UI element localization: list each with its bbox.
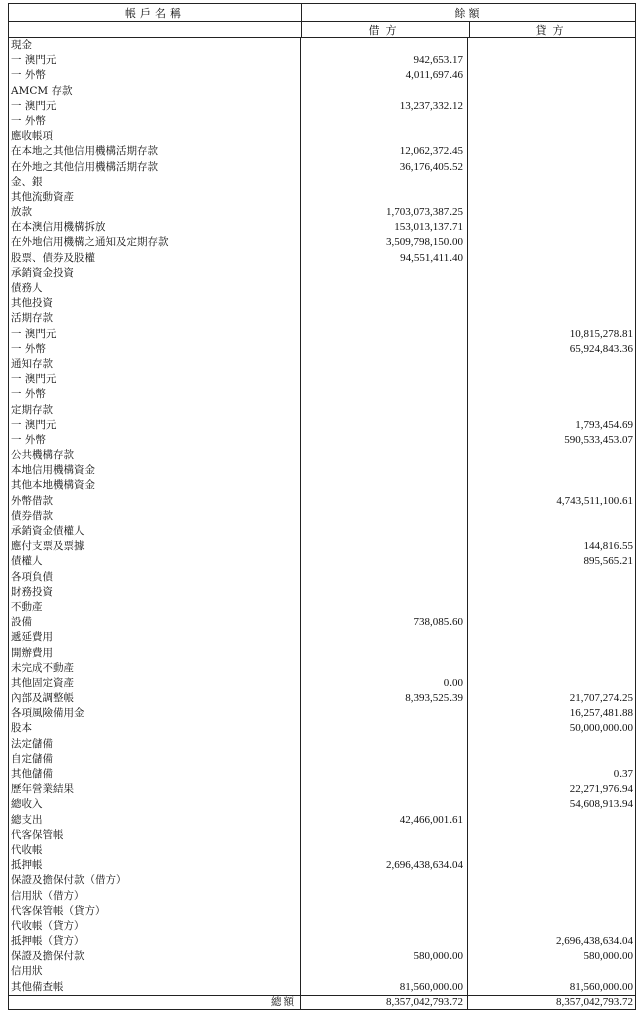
debit-cell: 12,062,372.45 <box>301 144 468 159</box>
credit-cell <box>468 813 635 828</box>
account-name-cell: 信用狀（借方） <box>9 889 301 904</box>
debit-cell <box>301 433 468 448</box>
account-name-cell: 本地信用機構資金 <box>9 463 301 478</box>
credit-cell <box>468 266 635 281</box>
debit-cell <box>301 964 468 979</box>
table-row <box>9 934 635 949</box>
debit-cell <box>301 661 468 676</box>
account-name-cell: 保證及擔保付款（借方） <box>9 873 301 888</box>
table-row <box>9 721 635 736</box>
credit-cell <box>468 53 635 68</box>
account-name-cell: 一 澳門元 <box>9 53 301 68</box>
balance-header: 餘額 <box>454 6 483 20</box>
table-row <box>9 570 635 585</box>
debit-cell <box>301 342 468 357</box>
account-name-cell: 股票、債券及股權 <box>9 251 301 266</box>
account-name-cell: 其他投資 <box>9 296 301 311</box>
debit-cell <box>301 311 468 326</box>
account-name-cell: 保證及擔保付款 <box>9 949 301 964</box>
account-name-cell: 各項風險備用金 <box>9 706 301 721</box>
credit-cell <box>468 99 635 114</box>
table-row <box>9 38 635 53</box>
credit-cell <box>468 68 635 83</box>
account-name-cell: 現金 <box>9 38 301 53</box>
account-name-cell: 一 外幣 <box>9 433 301 448</box>
debit-cell <box>301 478 468 493</box>
table-row <box>9 463 635 478</box>
debit-cell <box>301 919 468 934</box>
credit-cell <box>468 919 635 934</box>
credit-cell <box>468 904 635 919</box>
table-row <box>9 737 635 752</box>
credit-cell <box>468 478 635 493</box>
debit-cell <box>301 646 468 661</box>
credit-cell: 10,815,278.81 <box>569 327 633 340</box>
table-row <box>9 403 635 418</box>
debit-cell <box>301 767 468 782</box>
debit-cell <box>301 387 468 402</box>
table-row <box>9 904 635 919</box>
account-name-cell: 信用狀 <box>9 964 301 979</box>
account-name-cell: 在外地信用機構之通知及定期存款 <box>9 235 301 250</box>
account-name-cell: 代收帳 <box>9 843 301 858</box>
debit-cell <box>301 570 468 585</box>
table-row <box>9 311 635 326</box>
table-row <box>9 524 635 539</box>
debit-cell: 738,085.60 <box>301 615 468 630</box>
debit-cell <box>301 463 468 478</box>
debit-cell <box>301 889 468 904</box>
table-row <box>9 190 635 205</box>
credit-cell: 81,560,000.00 <box>569 980 633 993</box>
debit-cell <box>301 84 468 99</box>
table-row <box>9 539 635 554</box>
table-row <box>9 554 635 569</box>
account-name-cell: 一 外幣 <box>9 114 301 129</box>
account-name-cell: 設備 <box>9 615 301 630</box>
credit-cell <box>468 737 635 752</box>
table-row <box>9 251 635 266</box>
table-row <box>9 448 635 463</box>
debit-cell <box>301 797 468 812</box>
credit-cell <box>468 387 635 402</box>
debit-cell: 42,466,001.61 <box>301 813 468 828</box>
table-row <box>9 99 635 114</box>
debit-cell <box>301 600 468 615</box>
header-row-sub <box>9 22 635 38</box>
debit-cell <box>301 418 468 433</box>
debit-cell <box>301 539 468 554</box>
account-name-cell: 一 外幣 <box>9 68 301 83</box>
debit-cell <box>301 828 468 843</box>
header-blank-cell <box>9 22 302 37</box>
credit-cell <box>468 144 635 159</box>
account-name-cell: 定期存款 <box>9 403 301 418</box>
account-name-cell: 承銷資金投資 <box>9 266 301 281</box>
credit-cell: 65,924,843.36 <box>569 342 633 355</box>
table-row <box>9 509 635 524</box>
credit-cell: 21,707,274.25 <box>569 692 633 705</box>
credit-cell <box>468 615 635 630</box>
account-name-cell: 一 澳門元 <box>9 327 301 342</box>
account-name-cell: 其他儲備 <box>9 767 301 782</box>
credit-cell <box>468 585 635 600</box>
account-name-cell: 自定儲備 <box>9 752 301 767</box>
credit-cell <box>468 38 635 53</box>
account-name-cell: 其他流動資產 <box>9 190 301 205</box>
credit-cell <box>468 964 635 979</box>
table-row <box>9 357 635 372</box>
debit-cell <box>301 357 468 372</box>
total-label: 總額 <box>9 996 301 1009</box>
credit-cell <box>468 205 635 220</box>
credit-cell <box>468 448 635 463</box>
debit-cell <box>301 752 468 767</box>
account-name-cell: 股本 <box>9 721 301 736</box>
ledger-table <box>8 3 636 1010</box>
credit-cell <box>468 858 635 873</box>
credit-cell: 16,257,481.88 <box>569 707 633 720</box>
table-row <box>9 949 635 964</box>
account-name-cell: 代收帳（貸方） <box>9 919 301 934</box>
credit-cell <box>468 190 635 205</box>
credit-cell <box>468 403 635 418</box>
credit-cell <box>468 843 635 858</box>
debit-cell: 942,653.17 <box>301 53 468 68</box>
debit-cell <box>301 494 468 509</box>
credit-cell <box>468 296 635 311</box>
credit-cell <box>468 889 635 904</box>
account-name-cell: 各項負債 <box>9 570 301 585</box>
credit-cell <box>468 251 635 266</box>
account-name-cell: 財務投資 <box>9 585 301 600</box>
credit-cell <box>468 646 635 661</box>
table-row <box>9 266 635 281</box>
debit-cell <box>301 175 468 190</box>
table-row <box>9 68 635 83</box>
credit-cell: 22,271,976.94 <box>569 783 633 796</box>
debit-cell: 2,696,438,634.04 <box>301 858 468 873</box>
table-row <box>9 418 635 433</box>
credit-cell <box>468 357 635 372</box>
debit-cell: 81,560,000.00 <box>301 980 468 995</box>
table-row <box>9 372 635 387</box>
credit-cell <box>468 372 635 387</box>
account-name-cell: 抵押帳（貸方） <box>9 934 301 949</box>
table-row <box>9 873 635 888</box>
account-name-cell: 遞延費用 <box>9 630 301 645</box>
debit-cell: 580,000.00 <box>301 949 468 964</box>
debit-cell: 0.00 <box>301 676 468 691</box>
credit-cell: 2,696,438,634.04 <box>556 935 633 948</box>
debit-cell <box>301 782 468 797</box>
table-row <box>9 144 635 159</box>
account-name-cell: 債券借款 <box>9 509 301 524</box>
debit-cell <box>301 327 468 342</box>
account-name-cell: 在本澳信用機構拆放 <box>9 220 301 235</box>
debit-cell <box>301 934 468 949</box>
credit-cell <box>468 752 635 767</box>
debit-cell <box>301 843 468 858</box>
credit-cell <box>468 676 635 691</box>
table-row <box>9 494 635 509</box>
table-row <box>9 676 635 691</box>
account-name-cell: 活期存款 <box>9 311 301 326</box>
header-row-top <box>9 4 635 22</box>
table-row <box>9 53 635 68</box>
account-name-cell: 總支出 <box>9 813 301 828</box>
account-name-cell: 一 澳門元 <box>9 99 301 114</box>
credit-cell <box>468 661 635 676</box>
account-name-header: 帳戶名稱 <box>9 4 302 21</box>
account-name-cell: 代客保管帳（貸方） <box>9 904 301 919</box>
table-row <box>9 828 635 843</box>
debit-cell <box>301 721 468 736</box>
table-row <box>9 235 635 250</box>
table-row <box>9 889 635 904</box>
debit-cell <box>301 129 468 144</box>
account-name-cell: 債權人 <box>9 554 301 569</box>
account-name-cell: 內部及調整帳 <box>9 691 301 706</box>
table-row <box>9 706 635 721</box>
debit-cell <box>301 630 468 645</box>
credit-cell <box>468 114 635 129</box>
account-name-cell: 其他固定資產 <box>9 676 301 691</box>
table-row <box>9 205 635 220</box>
debit-header: 借方 <box>302 22 470 37</box>
account-name-cell: 法定儲備 <box>9 737 301 752</box>
account-name-cell: 歷年營業結果 <box>9 782 301 797</box>
debit-cell: 36,176,405.52 <box>301 160 468 175</box>
account-name-cell: 開辦費用 <box>9 646 301 661</box>
table-row <box>9 782 635 797</box>
credit-cell <box>468 220 635 235</box>
account-name-cell: 其他備查帳 <box>9 980 301 995</box>
credit-cell: 590,533,453.07 <box>564 433 633 446</box>
account-name-cell: 其他本地機構資金 <box>9 478 301 493</box>
account-name-cell: 應收帳項 <box>9 129 301 144</box>
account-name-cell: 公共機構存款 <box>9 448 301 463</box>
credit-cell <box>468 175 635 190</box>
credit-cell <box>468 600 635 615</box>
table-row <box>9 175 635 190</box>
debit-cell: 8,393,525.39 <box>301 691 468 706</box>
account-name-cell: 在外地之其他信用機構活期存款 <box>9 160 301 175</box>
table-row <box>9 630 635 645</box>
table-row <box>9 980 635 995</box>
table-row <box>9 843 635 858</box>
table-row <box>9 964 635 979</box>
credit-cell <box>468 235 635 250</box>
table-row <box>9 752 635 767</box>
credit-cell: 144,816.55 <box>583 540 633 553</box>
debit-cell <box>301 873 468 888</box>
credit-cell <box>468 570 635 585</box>
ledger-rows <box>9 38 635 995</box>
credit-cell <box>468 160 635 175</box>
debit-cell <box>301 904 468 919</box>
debit-cell: 3,509,798,150.00 <box>301 235 468 250</box>
debit-cell: 1,703,073,387.25 <box>301 205 468 220</box>
account-name-cell: 在本地之其他信用機構活期存款 <box>9 144 301 159</box>
total-debit: 8,357,042,793.72 <box>301 996 468 1009</box>
account-name-cell: 金、銀 <box>9 175 301 190</box>
credit-cell <box>468 509 635 524</box>
account-name-cell: 放款 <box>9 205 301 220</box>
debit-cell <box>301 372 468 387</box>
debit-cell <box>301 190 468 205</box>
debit-cell <box>301 524 468 539</box>
credit-cell <box>468 463 635 478</box>
account-name-cell: 承銷資金債權人 <box>9 524 301 539</box>
credit-cell <box>468 524 635 539</box>
debit-cell <box>301 737 468 752</box>
table-row <box>9 114 635 129</box>
debit-cell <box>301 554 468 569</box>
account-name-cell: 一 澳門元 <box>9 418 301 433</box>
debit-cell <box>301 114 468 129</box>
debit-cell <box>301 509 468 524</box>
account-name-cell: 應付支票及票據 <box>9 539 301 554</box>
table-row <box>9 327 635 342</box>
account-name-cell: 債務人 <box>9 281 301 296</box>
table-row <box>9 691 635 706</box>
debit-cell <box>301 585 468 600</box>
credit-cell: 580,000.00 <box>583 950 633 963</box>
credit-cell <box>468 84 635 99</box>
table-row <box>9 585 635 600</box>
table-row <box>9 919 635 934</box>
debit-cell: 94,551,411.40 <box>301 251 468 266</box>
total-credit: 8,357,042,793.72 <box>556 995 633 1008</box>
table-row <box>9 797 635 812</box>
account-name-cell: 通知存款 <box>9 357 301 372</box>
table-row <box>9 84 635 99</box>
table-row <box>9 160 635 175</box>
total-row <box>9 995 635 1009</box>
credit-cell <box>468 630 635 645</box>
credit-cell <box>468 873 635 888</box>
credit-cell: 50,000,000.00 <box>569 722 633 735</box>
table-row <box>9 387 635 402</box>
credit-cell <box>468 129 635 144</box>
credit-cell: 4,743,511,100.61 <box>556 494 633 507</box>
account-name-cell: 一 外幣 <box>9 342 301 357</box>
table-row <box>9 342 635 357</box>
account-name-cell: 代客保管帳 <box>9 828 301 843</box>
account-name-cell: 一 外幣 <box>9 387 301 402</box>
account-name-cell: 外幣借款 <box>9 494 301 509</box>
table-row <box>9 661 635 676</box>
debit-cell <box>301 266 468 281</box>
table-row <box>9 478 635 493</box>
table-row <box>9 767 635 782</box>
table-row <box>9 858 635 873</box>
table-row <box>9 813 635 828</box>
account-name-cell: 不動產 <box>9 600 301 615</box>
account-name-cell: 總收入 <box>9 797 301 812</box>
credit-cell <box>468 311 635 326</box>
credit-cell: 1,793,454.69 <box>575 418 633 431</box>
account-name-cell: 未完成不動產 <box>9 661 301 676</box>
credit-cell: 0.37 <box>613 768 633 780</box>
table-row <box>9 220 635 235</box>
account-name-cell: AMCM 存款 <box>9 84 301 99</box>
debit-cell <box>301 38 468 53</box>
table-row <box>9 281 635 296</box>
debit-cell <box>301 296 468 311</box>
table-row <box>9 433 635 448</box>
table-row <box>9 600 635 615</box>
debit-cell: 4,011,697.46 <box>301 68 468 83</box>
debit-cell: 153,013,137.71 <box>301 220 468 235</box>
account-name-cell: 一 澳門元 <box>9 372 301 387</box>
table-row <box>9 615 635 630</box>
debit-cell: 13,237,332.12 <box>301 99 468 114</box>
debit-cell <box>301 281 468 296</box>
debit-cell <box>301 403 468 418</box>
debit-cell <box>301 706 468 721</box>
table-row <box>9 129 635 144</box>
credit-header: 貸方 <box>535 23 570 37</box>
credit-cell <box>468 281 635 296</box>
credit-cell <box>468 828 635 843</box>
debit-cell <box>301 448 468 463</box>
account-name-cell: 抵押帳 <box>9 858 301 873</box>
credit-cell: 895,565.21 <box>583 555 633 568</box>
table-row <box>9 296 635 311</box>
credit-cell: 54,608,913.94 <box>569 798 633 811</box>
table-row <box>9 646 635 661</box>
